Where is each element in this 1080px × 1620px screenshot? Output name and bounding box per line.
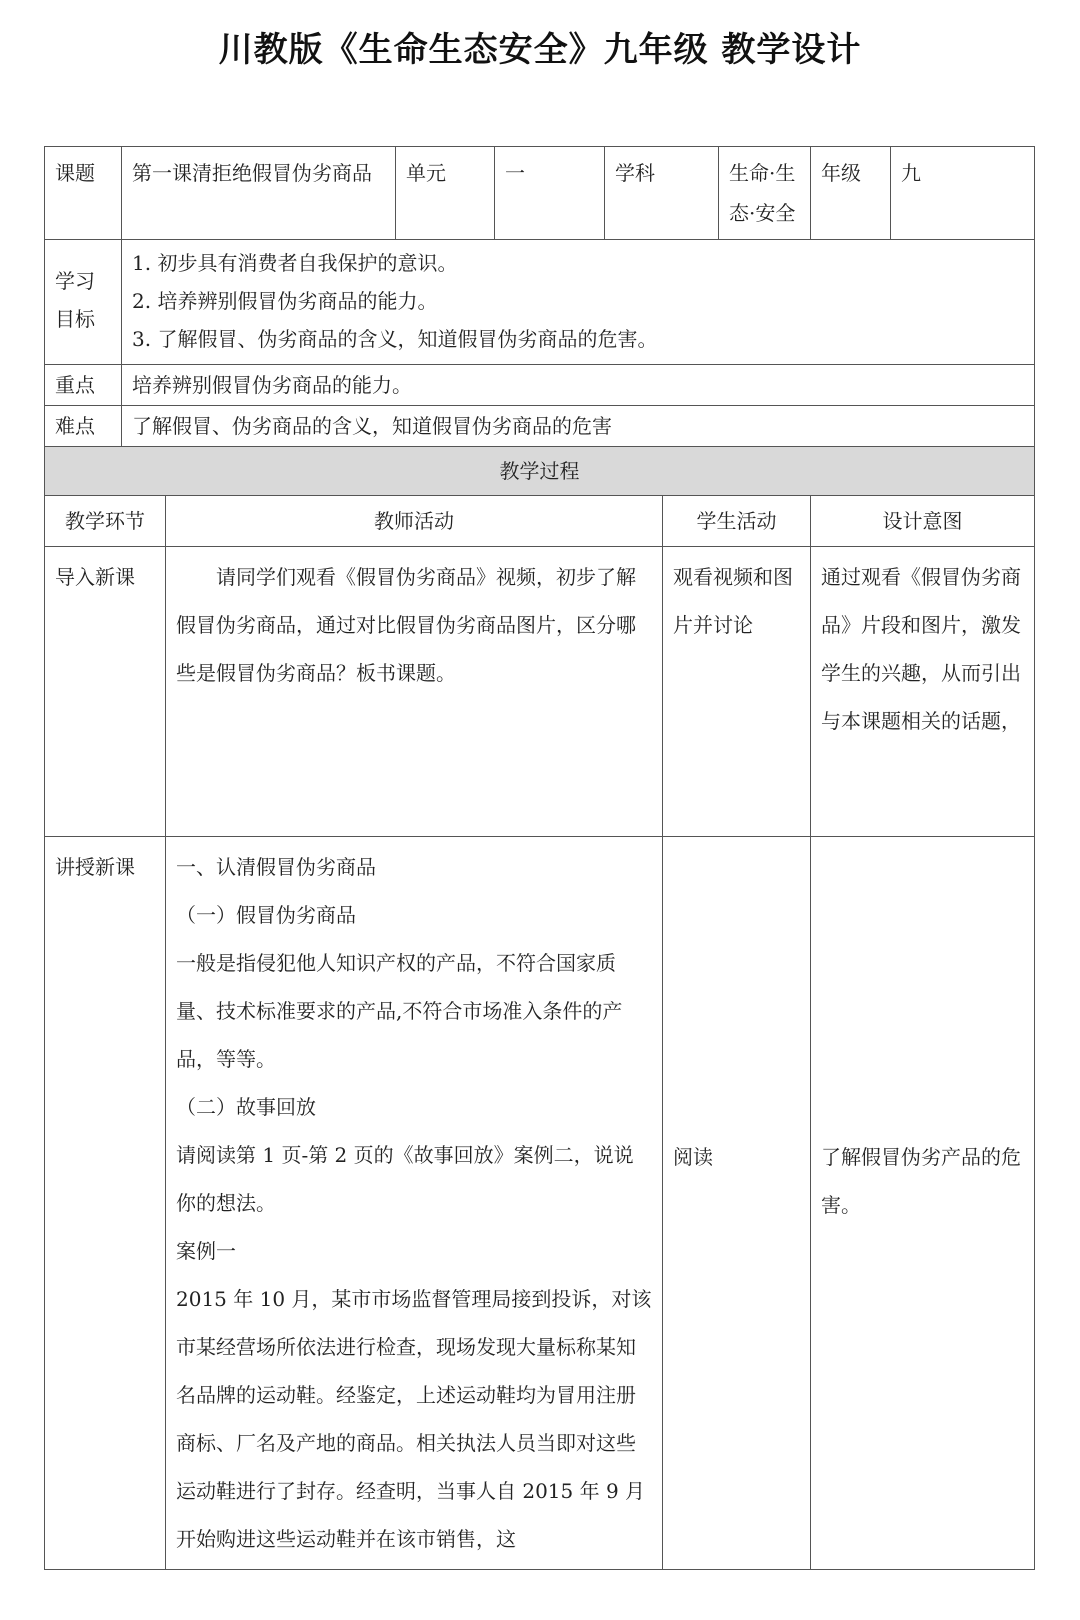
- page-title: 川教版《生命生态安全》九年级 教学设计: [218, 30, 862, 70]
- key-point-label: 重点: [45, 365, 122, 406]
- intro-student: 观看视频和图片并讨论: [663, 547, 811, 837]
- case-heading: 案例一: [176, 1239, 236, 1263]
- lesson-plan-table: [44, 146, 1035, 1570]
- lecture-teacher: [166, 837, 663, 1570]
- section-heading: 一、认清假冒伪劣商品: [176, 855, 376, 879]
- column-header-row: [45, 496, 1035, 547]
- lecture-row: [45, 837, 1035, 1570]
- subsection-heading: （二）故事回放: [176, 1095, 316, 1119]
- goals-list: [122, 240, 1035, 365]
- lecture-intent: 了解假冒伪劣产品的危害。: [811, 837, 1035, 1570]
- lecture-student: 阅读: [663, 837, 811, 1570]
- grade-value: 九: [891, 147, 1035, 240]
- unit-label: 单元: [396, 147, 495, 240]
- subject-label: 学科: [605, 147, 719, 240]
- lecture-stage: 讲授新课: [45, 837, 166, 1570]
- key-point-value: 培养辨别假冒伪劣商品的能力。: [122, 365, 1035, 406]
- intro-row: [45, 547, 1035, 837]
- subsection-heading: （一）假冒伪劣商品: [176, 903, 356, 927]
- column-header-intent: 设计意图: [811, 496, 1035, 547]
- column-header-student: 学生活动: [663, 496, 811, 547]
- topic-label: 课题: [45, 147, 122, 240]
- process-header: 教学过程: [45, 447, 1035, 496]
- info-row: [45, 147, 1035, 240]
- grade-label: 年级: [811, 147, 891, 240]
- goals-row: [45, 240, 1035, 365]
- difficult-point-value: 了解假冒、伪劣商品的含义，知道假冒伪劣商品的危害: [122, 406, 1035, 447]
- column-header-stage: 教学环节: [45, 496, 166, 547]
- definition-text: 一般是指侵犯他人知识产权的产品，不符合国家质量、技术标准要求的产品,不符合市场准入条件的产品，等等。: [176, 951, 623, 1071]
- process-header-row: [45, 447, 1035, 496]
- intro-intent: 通过观看《假冒伪劣商品》片段和图片，激发学生的兴趣，从而引出与本课题相关的话题，: [811, 547, 1035, 837]
- goal-item: 3. 了解假冒、伪劣商品的含义，知道假冒伪劣商品的危害。: [132, 327, 658, 351]
- goals-label: 学习目标: [45, 240, 122, 365]
- topic-value: 第一课清拒绝假冒伪劣商品: [122, 147, 396, 240]
- subject-value: 生命·生态·安全: [719, 147, 811, 240]
- intro-teacher: 请同学们观看《假冒伪劣商品》视频，初步了解假冒伪劣商品，通过对比假冒伪劣商品图片，区分哪些是假冒伪劣商品？板书课题。: [166, 547, 663, 837]
- reading-instruction: 请阅读第 1 页-第 2 页的《故事回放》案例二，说说你的想法。: [176, 1143, 634, 1215]
- difficult-point-label: 难点: [45, 406, 122, 447]
- goal-item: 1. 初步具有消费者自我保护的意识。: [132, 251, 458, 275]
- unit-value: 一: [495, 147, 605, 240]
- goal-item: 2. 培养辨别假冒伪劣商品的能力。: [132, 289, 438, 313]
- key-point-row: [45, 365, 1035, 406]
- difficult-point-row: [45, 406, 1035, 447]
- intro-stage: 导入新课: [45, 547, 166, 837]
- column-header-teacher: 教师活动: [166, 496, 663, 547]
- case-text: 2015 年 10 月，某市市场监督管理局接到投诉，对该市某经营场所依法进行检查，现场发现大量标称某知名品牌的运动鞋。经鉴定，上述运动鞋均为冒用注册商标、厂名及产地的商品。相关执法人员当即对这些运动鞋进行了封存。经查明，当事人自 2015 年 9 月开始购进这些运动鞋并在该市销售，这: [176, 1287, 652, 1551]
